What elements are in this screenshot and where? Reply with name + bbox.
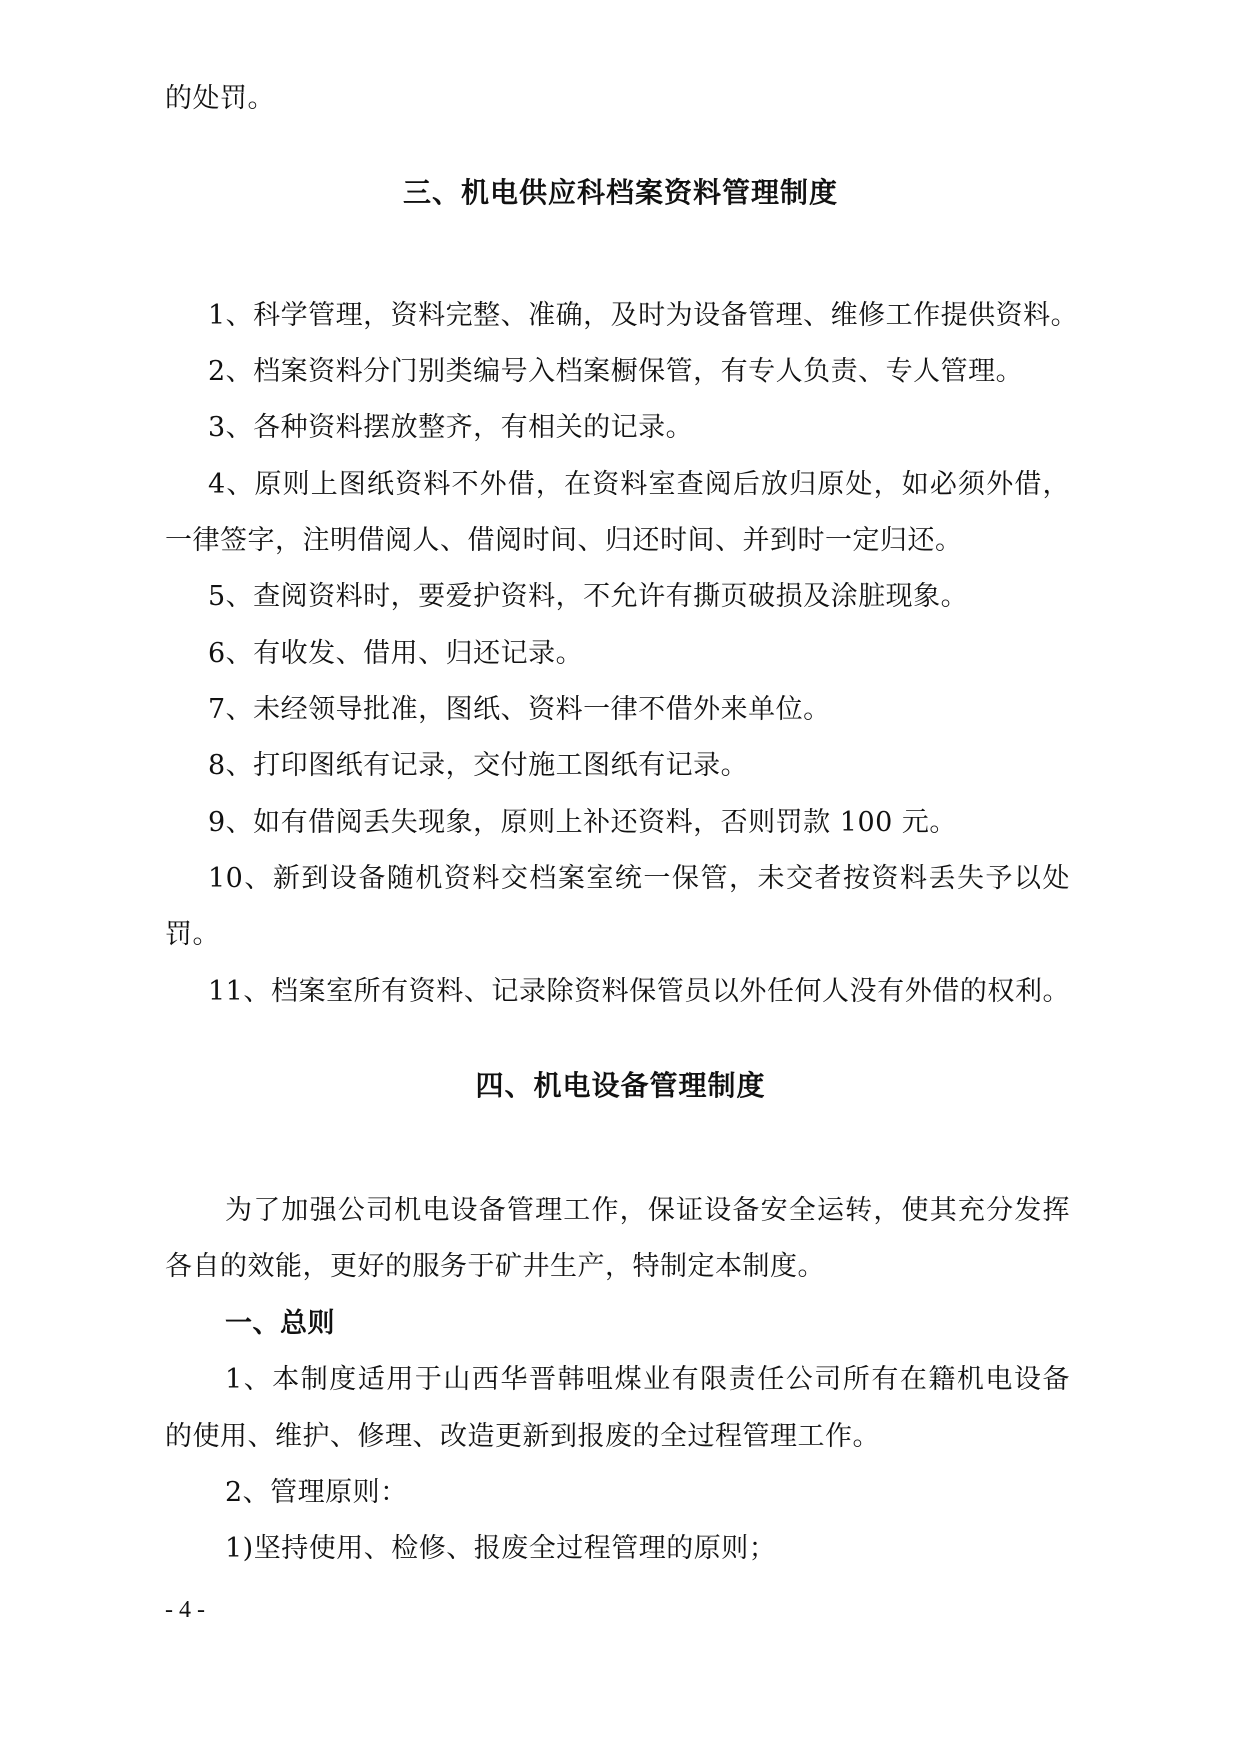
intro-line: 为了加强公司机电设备管理工作，保证设备安全运转，使其充分发挥	[225, 1195, 1070, 1226]
list-item: 5、查阅资料时，要爱护资料，不允许有撕页破损及涂脏现象。	[208, 581, 969, 612]
list-item: 4、原则上图纸资料不外借，在资料室查阅后放归原处，如必须外借，	[208, 469, 1070, 500]
list-item: 2、档案资料分门别类编号入档案橱保管，有专人负责、专人管理。	[208, 356, 1024, 387]
clause-line: 1、本制度适用于山西华晋韩咀煤业有限责任公司所有在籍机电设备	[225, 1364, 1070, 1395]
clause-line: 2、管理原则：	[225, 1477, 408, 1508]
list-item: 6、有收发、借用、归还记录。	[208, 638, 584, 669]
section3-title: 三、机电供应科档案资料管理制度	[402, 176, 838, 209]
list-item: 9、如有借阅丢失现象，原则上补还资料，否则罚款 100 元。	[208, 807, 957, 838]
list-item: 1、科学管理，资料完整、准确，及时为设备管理、维修工作提供资料。	[208, 300, 1079, 331]
subsection-heading: 一、总则	[225, 1308, 335, 1339]
section4-title: 四、机电设备管理制度	[475, 1069, 766, 1102]
list-item: 10、新到设备随机资料交档案室统一保管，未交者按资料丢失予以处	[208, 863, 1070, 894]
list-item: 8、打印图纸有记录，交付施工图纸有记录。	[208, 750, 749, 781]
list-item: 11、档案室所有资料、记录除资料保管员以外任何人没有外借的权利。	[208, 976, 1070, 1007]
intro-line: 各自的效能，更好的服务于矿井生产，特制定本制度。	[165, 1251, 825, 1282]
page-number: - 4 -	[165, 1597, 205, 1623]
list-item: 7、未经领导批准，图纸、资料一律不借外来单位。	[208, 694, 831, 725]
list-item-continuation: 一律签字，注明借阅人、借阅时间、归还时间、并到时一定归还。	[165, 525, 963, 556]
list-item: 3、各种资料摆放整齐，有相关的记录。	[208, 412, 694, 443]
list-item-continuation: 罚。	[165, 919, 220, 950]
clause-subitem: 1)坚持使用、检修、报废全过程管理的原则；	[225, 1533, 777, 1564]
clause-line: 的使用、维护、修理、改造更新到报废的全过程管理工作。	[165, 1421, 880, 1452]
continuation-text: 的处罚。	[165, 83, 275, 114]
